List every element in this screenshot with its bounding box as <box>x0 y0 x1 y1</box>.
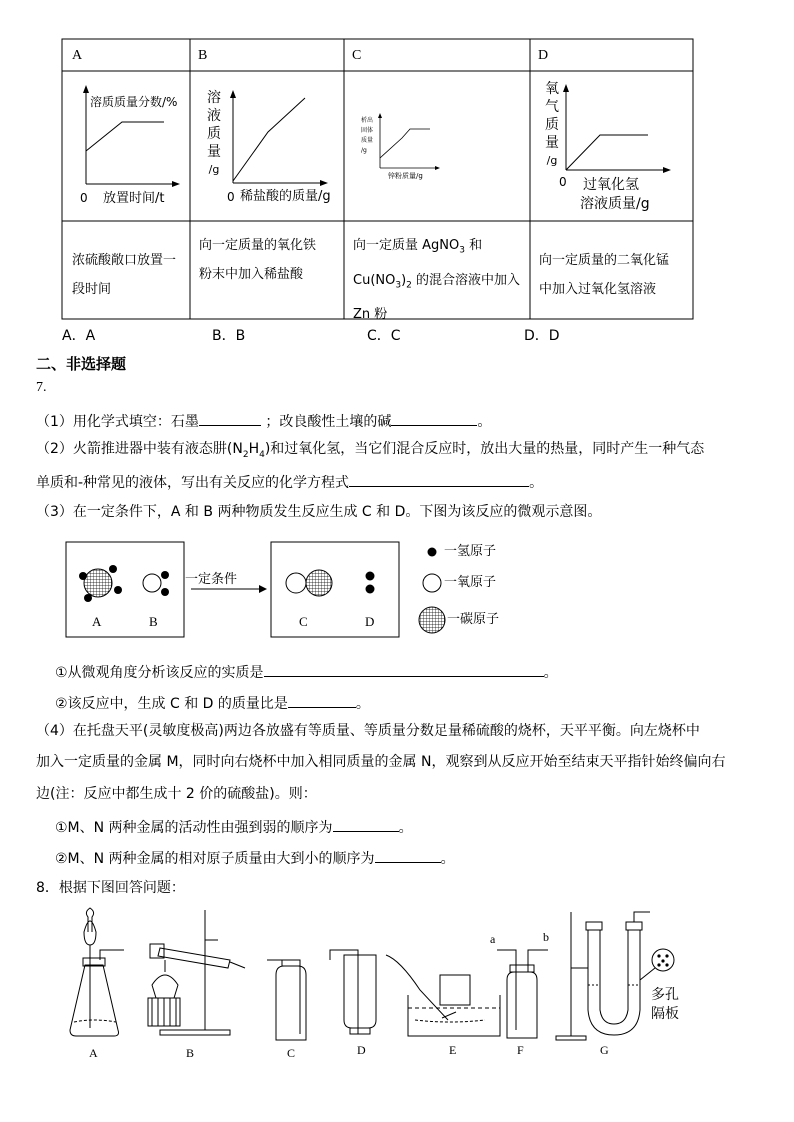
legend-oxygen: 一氧原子 <box>444 575 497 590</box>
q7-sub3: ①M、N 两种金属的活动性由强到弱的顺序为 。 <box>55 817 413 837</box>
header-d: D <box>538 48 549 63</box>
q7-number: 7. <box>36 380 47 395</box>
legend-carbon: 一碳原子 <box>447 612 500 627</box>
description-c: 向一定质量 AgNO$_3$ 和 $Cu(NO_3)_2$ 的混合溶液中加入 Zn 粉 <box>353 238 521 323</box>
reaction-condition: 一定条件 <box>185 572 238 587</box>
q7-sub2: ②该反应中，生成 C 和 D 的质量比是 。 <box>55 693 370 713</box>
apparatus-f <box>497 950 548 1038</box>
graph-a-xlabel: 放置时间/t <box>103 191 165 206</box>
graph-d-origin: 0 <box>559 175 567 189</box>
option-a[interactable]: A．A <box>62 328 96 344</box>
label-a: A <box>92 614 102 629</box>
port-a-label: a <box>490 932 496 946</box>
apparatus-label-e: E <box>449 1043 457 1057</box>
q7-sub1: ①从微观角度分析该反应的实质是 。 <box>55 662 558 682</box>
apparatus-c <box>267 960 306 1040</box>
apparatus-d <box>330 950 376 1034</box>
description-a: 浓硫酸敞口放置一 段时间 <box>72 253 177 297</box>
graph-c-xlabel: 锌粉质量/g <box>388 172 423 180</box>
option-c[interactable]: C．C <box>367 328 401 344</box>
q7-part2-line1: （2）火箭推进器中装有液态肼$(N_2H_4)$和过氧化氢，当它们混合反应时，放出大量的热量，同时产生一种气态 <box>36 441 705 460</box>
graph-c-ylabel: 析出 固体 质量 /g <box>361 117 374 154</box>
apparatus-label-a: A <box>89 1046 98 1060</box>
q8-text: 8．根据下图回答问题： <box>36 880 185 896</box>
apparatus-label-g: G <box>600 1043 609 1057</box>
option-b[interactable]: B．B <box>212 328 246 344</box>
graph-b-xlabel: 稀盐酸的质量/g <box>240 189 331 204</box>
header-a: A <box>72 48 83 63</box>
apparatus-label-f: F <box>517 1043 524 1057</box>
apparatus-label-b: B <box>186 1046 195 1060</box>
porous-label-2: 隔板 <box>651 1006 679 1022</box>
legend-hydrogen: 一氢原子 <box>444 544 497 559</box>
q7-part3: （3）在一定条件下，A 和 B 两种物质发生反应生成 C 和 D。下图为该反应的微观示意图。 <box>36 504 602 520</box>
graph-a-ylabel: 溶质质量分数/% <box>90 95 178 109</box>
graph-b-origin: 0 <box>227 190 235 204</box>
description-d: 向一定质量的二氧化锰 中加入过氧化氢溶液 <box>539 253 670 297</box>
graph-b-ylabel: 溶 液 质 量 /g <box>207 90 221 176</box>
q7-sub4: ②M、N 两种金属的相对原子质量由大到小的顺序为 。 <box>55 848 455 868</box>
graph-d-xlabel-2: 溶液质量/g <box>580 196 650 212</box>
apparatus-e <box>386 955 500 1036</box>
description-b: 向一定质量的氧化铁 粉末中加入稀盐酸 <box>199 238 317 282</box>
apparatus-a <box>70 908 124 1036</box>
q7-part4-line3: 边(注：反应中都生成十 2 价的硫酸盐)。则： <box>36 786 317 802</box>
q7-part4-line2: 加入一定质量的金属 M，同时向右烧杯中加入相同质量的金属 N，观察到从反应开始至结束天平指针始终偏向右 <box>36 754 726 770</box>
section-title: 二、非选择题 <box>36 355 127 373</box>
apparatus-b <box>148 910 245 1035</box>
apparatus-label-d: D <box>357 1043 366 1057</box>
header-b: B <box>198 48 208 63</box>
header-c: C <box>352 48 362 63</box>
q7-part1: （1）用化学式填空：石墨 ；改良酸性土壤的碱 。 <box>36 411 491 431</box>
option-d[interactable]: D．D <box>524 328 560 344</box>
label-b: B <box>149 614 158 629</box>
graph-a-origin: 0 <box>80 191 88 205</box>
graph-d-ylabel: 氧 气 质 量 /g <box>545 81 559 167</box>
port-b-label: b <box>543 930 549 944</box>
apparatus-label-c: C <box>287 1046 296 1060</box>
label-d: D <box>365 614 375 629</box>
q7-part4-line1: （4）在托盘天平(灵敏度极高)两边各放盛有等质量、等质量分数足量稀硫酸的烧杯，天平平衡。向左烧杯中 <box>36 723 700 739</box>
label-c: C <box>299 614 308 629</box>
graph-d-xlabel-1: 过氧化氢 <box>583 177 639 193</box>
q7-part2-line2: 单质和-种常见的液体，写出有关反应的化学方程式 。 <box>36 472 543 492</box>
porous-label-1: 多孔 <box>651 987 679 1003</box>
